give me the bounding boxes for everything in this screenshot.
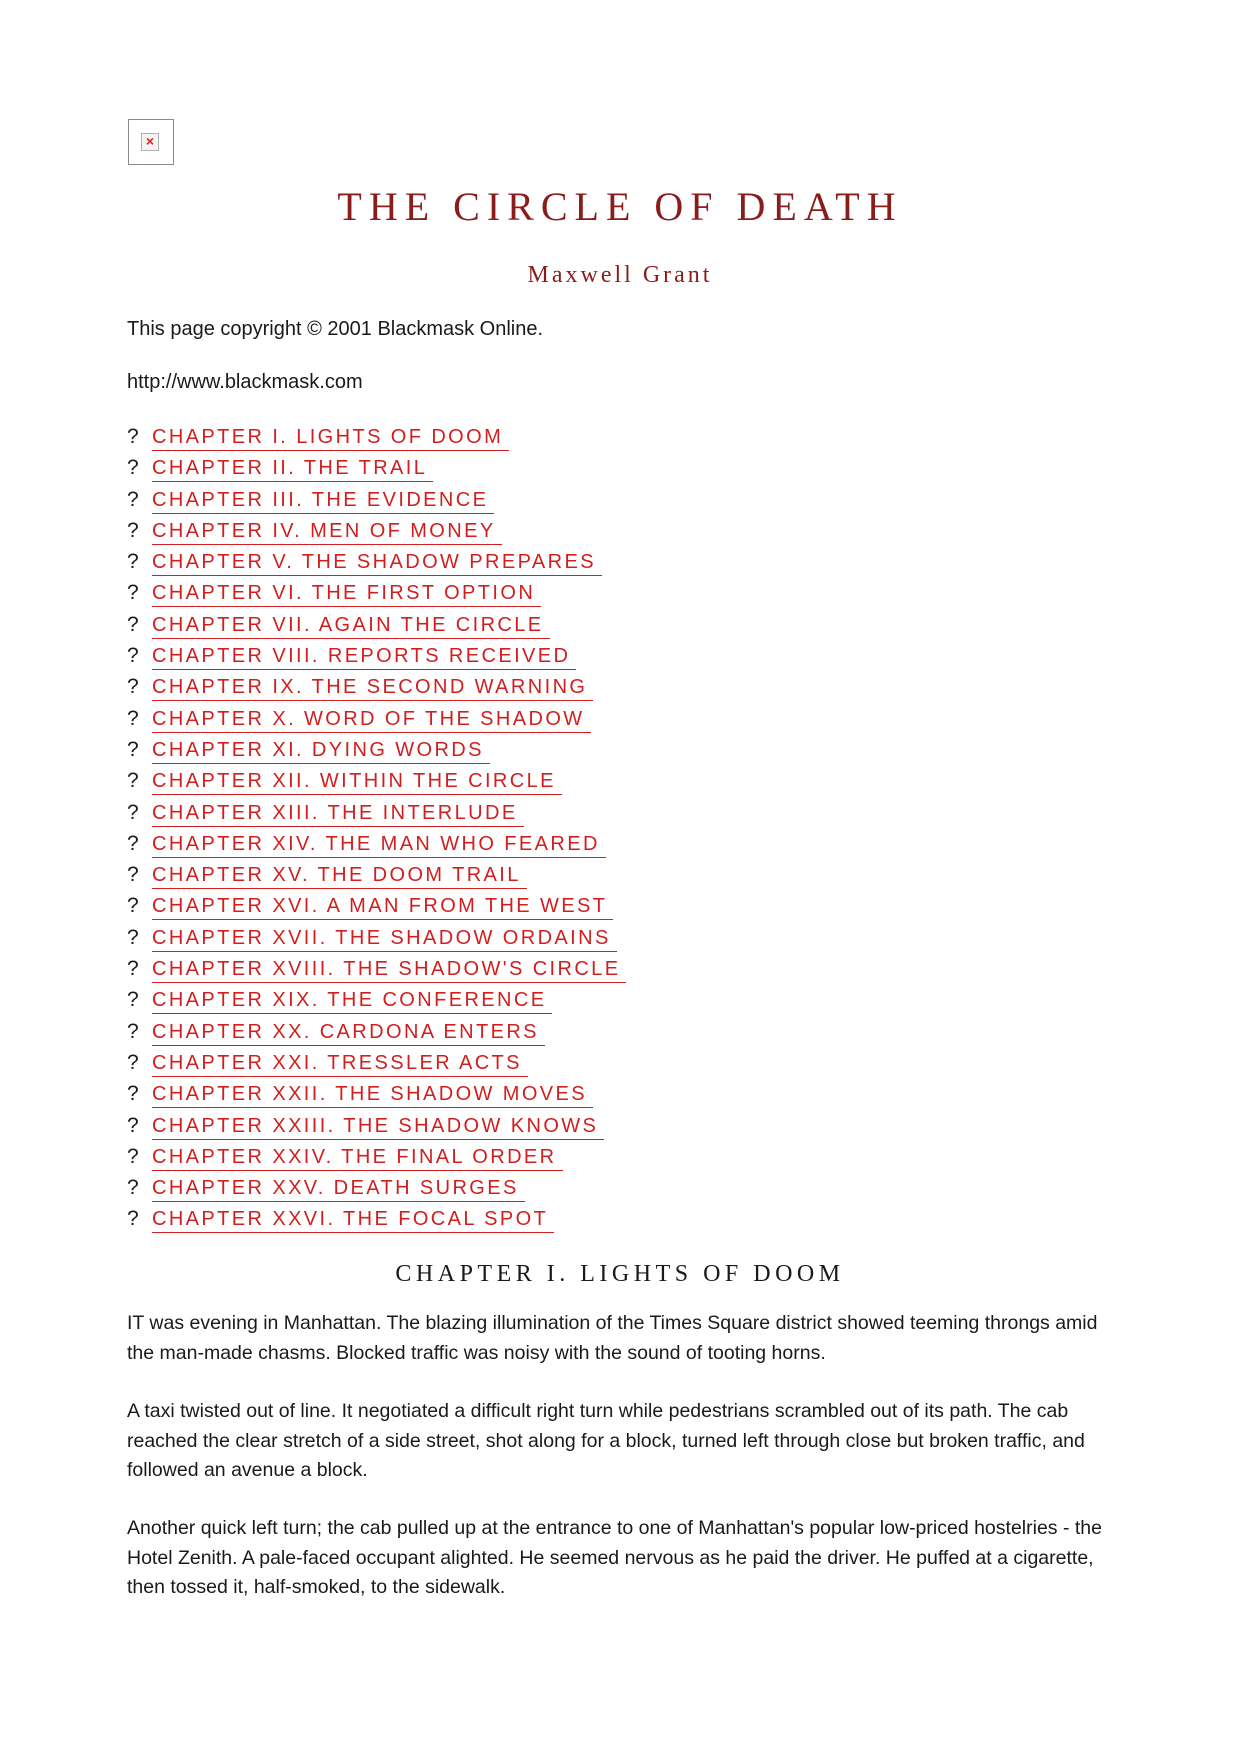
broken-image-icon — [128, 119, 174, 165]
toc-bullet: ? — [127, 706, 139, 730]
toc-link-chapter-2[interactable]: CHAPTER II. THE TRAIL — [152, 455, 433, 482]
toc-link-chapter-1[interactable]: CHAPTER I. LIGHTS OF DOOM — [152, 424, 509, 451]
toc-bullet: ? — [127, 1176, 139, 1200]
toc-item — [127, 549, 626, 580]
toc-item — [127, 1113, 626, 1144]
toc-link-chapter-3[interactable]: CHAPTER III. THE EVIDENCE — [152, 487, 494, 514]
toc-link-chapter-15[interactable]: CHAPTER XV. THE DOOM TRAIL — [152, 862, 527, 889]
toc-bullet: ? — [127, 1144, 139, 1168]
toc-item — [127, 768, 626, 799]
toc-item — [127, 862, 626, 893]
book-title: THE CIRCLE OF DEATH — [337, 184, 903, 229]
toc-bullet: ? — [127, 1113, 139, 1137]
toc-item — [127, 831, 626, 862]
toc-item — [127, 1081, 626, 1112]
toc-link-chapter-17[interactable]: CHAPTER XVII. THE SHADOW ORDAINS — [152, 925, 617, 952]
toc-item — [127, 487, 626, 518]
toc-bullet: ? — [127, 456, 139, 480]
toc-item — [127, 643, 626, 674]
toc-link-chapter-6[interactable]: CHAPTER VI. THE FIRST OPTION — [152, 580, 541, 607]
chapter-paragraph: Another quick left turn; the cab pulled up at the entrance to one of Manhattan's popular low-priced hostelries - the Hotel Zenith. A pale-faced occupant alighted. He seemed nervous as he paid the driver. He puffed at a cigarette, then tossed it, half-smoked, to the sidewalk. — [127, 1517, 1102, 1598]
toc-link-chapter-9[interactable]: CHAPTER IX. THE SECOND WARNING — [152, 674, 593, 701]
toc-bullet: ? — [127, 957, 139, 981]
toc-bullet: ? — [127, 800, 139, 824]
toc-item — [127, 893, 626, 924]
toc-item — [127, 800, 626, 831]
toc-link-chapter-5[interactable]: CHAPTER V. THE SHADOW PREPARES — [152, 549, 602, 576]
toc-bullet: ? — [127, 550, 139, 574]
toc-link-chapter-23[interactable]: CHAPTER XXIII. THE SHADOW KNOWS — [152, 1113, 604, 1140]
toc-item — [127, 455, 626, 486]
toc-link-chapter-8[interactable]: CHAPTER VIII. REPORTS RECEIVED — [152, 643, 576, 670]
toc-link-chapter-12[interactable]: CHAPTER XII. WITHIN THE CIRCLE — [152, 768, 562, 795]
chapter-paragraph: IT was evening in Manhattan. The blazing illumination of the Times Square district showed teeming throngs amid the man-made chasms. Blocked traffic was noisy with the sound of tooting horns. — [127, 1312, 1098, 1364]
toc-item — [127, 1144, 626, 1175]
toc-bullet: ? — [127, 1019, 139, 1043]
toc-bullet: ? — [127, 1082, 139, 1106]
author-name: Maxwell Grant — [527, 262, 713, 288]
close-x-icon: × — [145, 133, 155, 149]
toc-bullet: ? — [127, 925, 139, 949]
toc-item — [127, 674, 626, 705]
toc-item — [127, 956, 626, 987]
table-of-contents — [127, 424, 626, 1238]
toc-link-chapter-10[interactable]: CHAPTER X. WORD OF THE SHADOW — [152, 706, 591, 733]
toc-link-chapter-14[interactable]: CHAPTER XIV. THE MAN WHO FEARED — [152, 831, 606, 858]
toc-bullet: ? — [127, 1050, 139, 1074]
toc-bullet: ? — [127, 518, 139, 542]
toc-link-chapter-25[interactable]: CHAPTER XXV. DEATH SURGES — [152, 1175, 525, 1202]
toc-item — [127, 706, 626, 737]
toc-link-chapter-11[interactable]: CHAPTER XI. DYING WORDS — [152, 737, 490, 764]
toc-item — [127, 1050, 626, 1081]
toc-bullet: ? — [127, 425, 139, 448]
toc-bullet: ? — [127, 831, 139, 855]
toc-item — [127, 987, 626, 1018]
toc-link-chapter-24[interactable]: CHAPTER XXIV. THE FINAL ORDER — [152, 1144, 563, 1171]
toc-link-chapter-4[interactable]: CHAPTER IV. MEN OF MONEY — [152, 518, 502, 545]
toc-bullet: ? — [127, 612, 139, 636]
toc-bullet: ? — [127, 644, 139, 668]
toc-link-chapter-26[interactable]: CHAPTER XXVI. THE FOCAL SPOT — [152, 1206, 554, 1233]
toc-bullet: ? — [127, 737, 139, 761]
toc-bullet: ? — [127, 769, 139, 793]
toc-item — [127, 1175, 626, 1206]
toc-bullet: ? — [127, 675, 139, 699]
toc-link-chapter-21[interactable]: CHAPTER XXI. TRESSLER ACTS — [152, 1050, 528, 1077]
toc-item — [127, 925, 626, 956]
broken-image-frame — [141, 133, 159, 151]
toc-link-chapter-7[interactable]: CHAPTER VII. AGAIN THE CIRCLE — [152, 612, 550, 639]
toc-item — [127, 1019, 626, 1050]
toc-item — [127, 580, 626, 611]
toc-item — [127, 1206, 626, 1237]
toc-bullet: ? — [127, 581, 139, 605]
toc-link-chapter-13[interactable]: CHAPTER XIII. THE INTERLUDE — [152, 800, 524, 827]
toc-link-chapter-20[interactable]: CHAPTER XX. CARDONA ENTERS — [152, 1019, 545, 1046]
toc-bullet: ? — [127, 1207, 139, 1231]
site-url: http://www.blackmask.com — [127, 371, 363, 393]
toc-link-chapter-18[interactable]: CHAPTER XVIII. THE SHADOW'S CIRCLE — [152, 956, 626, 983]
toc-link-chapter-19[interactable]: CHAPTER XIX. THE CONFERENCE — [152, 987, 552, 1014]
toc-link-chapter-16[interactable]: CHAPTER XVI. A MAN FROM THE WEST — [152, 893, 613, 920]
toc-bullet: ? — [127, 487, 139, 511]
toc-bullet: ? — [127, 863, 139, 887]
copyright-notice: This page copyright © 2001 Blackmask Online. — [127, 318, 544, 340]
toc-item — [127, 424, 626, 455]
chapter-paragraph: A taxi twisted out of line. It negotiated a difficult right turn while pedestrians scrambled out of its path. The cab reached the clear stretch of a side street, shot along for a block, turned left through close but broken traffic, and followed an avenue a block. — [127, 1400, 1085, 1481]
toc-item — [127, 737, 626, 768]
toc-bullet: ? — [127, 988, 139, 1012]
toc-bullet: ? — [127, 894, 139, 918]
toc-item — [127, 612, 626, 643]
chapter-heading: CHAPTER I. LIGHTS OF DOOM — [395, 1261, 845, 1287]
toc-link-chapter-22[interactable]: CHAPTER XXII. THE SHADOW MOVES — [152, 1081, 593, 1108]
toc-item — [127, 518, 626, 549]
